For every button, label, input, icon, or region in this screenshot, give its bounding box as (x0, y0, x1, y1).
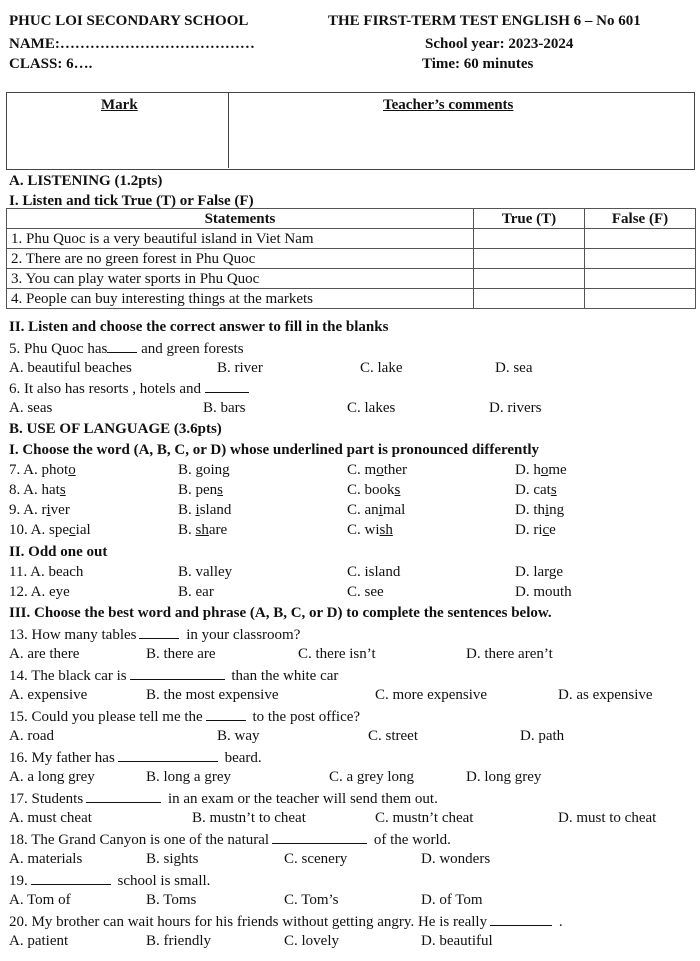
q14-stem-b: than the white car (227, 668, 339, 684)
part-b1-title: I. Choose the word (A, B, C, or D) whose underlined part is pronounced differently (9, 442, 540, 458)
q16-blank[interactable] (118, 748, 218, 762)
q12-option-a[interactable]: 12. A. eye (9, 584, 70, 600)
q6-option-c[interactable]: C. lakes (347, 400, 396, 416)
q10-option-b[interactable]: B. share (178, 522, 228, 538)
q5-option-b[interactable]: B. river (217, 360, 263, 376)
q6-blank[interactable] (205, 379, 249, 393)
question-20 (9, 912, 563, 931)
school-name: PHUC LOI SECONDARY SCHOOL (9, 13, 249, 29)
q9-option-b[interactable]: B. island (178, 502, 232, 518)
q14-blank[interactable] (130, 666, 225, 680)
q17-option-b[interactable]: B. mustn’t to cheat (192, 810, 306, 826)
q18-option-a[interactable]: A. materials (9, 851, 83, 867)
q17-stem-b: in an exam or the teacher will send them out. (164, 791, 438, 807)
q20-option-b[interactable]: B. friendly (146, 933, 211, 949)
q6-option-a[interactable]: A. seas (9, 400, 53, 416)
q19-option-d[interactable]: D. of Tom (421, 892, 483, 908)
q14-option-b[interactable]: B. the most expensive (146, 687, 279, 703)
q18-stem-a: 18. The Grand Canyon is one of the natural (9, 832, 270, 848)
q13-option-c[interactable]: C. there isn’t (298, 646, 376, 662)
q8-option-d[interactable]: D. cats (515, 482, 557, 498)
q5-stem-b: and green forests (141, 341, 244, 357)
q16-stem-a: 16. My father has (9, 750, 115, 766)
q17-stem-a: 17. Students (9, 791, 84, 807)
q9-option-c[interactable]: C. animal (347, 502, 406, 518)
question-6 (9, 379, 249, 398)
q18-blank[interactable] (272, 830, 367, 844)
name-label: NAME:………………………………… (9, 36, 255, 52)
q18-stem-b: of the world. (370, 832, 451, 848)
q19-option-a[interactable]: A. Tom of (9, 892, 71, 908)
table-row (7, 249, 696, 269)
q16-option-c[interactable]: C. a grey long (329, 769, 414, 785)
q7-option-a[interactable]: 7. A. photo (9, 462, 76, 478)
q16-option-b[interactable]: B. long a grey (146, 769, 231, 785)
q16-option-d[interactable]: D. long grey (466, 769, 542, 785)
q8-option-b[interactable]: B. pens (178, 482, 224, 498)
comments-label: Teacher’s comments (383, 97, 514, 113)
q15-option-a[interactable]: A. road (9, 728, 54, 744)
q13-stem-a: 13. How many tables (9, 627, 137, 643)
q15-option-d[interactable]: D. path (520, 728, 565, 744)
q19-stem-a: 19. (9, 873, 28, 889)
q20-stem-b: . (555, 914, 563, 930)
q15-stem-a: 15. Could you please tell me the (9, 709, 203, 725)
q5-blank[interactable] (107, 339, 137, 353)
q19-option-c[interactable]: C. Tom’s (284, 892, 339, 908)
q5-option-c[interactable]: C. lake (360, 360, 403, 376)
false-cell-2[interactable] (585, 249, 696, 269)
q16-stem-b: beard. (220, 750, 262, 766)
class-label: CLASS: 6…. (9, 56, 93, 72)
q17-option-d[interactable]: D. must to cheat (558, 810, 657, 826)
q7-option-d[interactable]: D. home (515, 462, 567, 478)
question-16 (9, 748, 262, 767)
part-1-title: I. Listen and tick True (T) or False (F) (9, 193, 254, 209)
q8-option-c[interactable]: C. books (347, 482, 401, 498)
q8-option-a[interactable]: 8. A. hats (9, 482, 66, 498)
q11-option-a[interactable]: 11. A. beach (9, 564, 84, 580)
table-row (7, 269, 696, 289)
section-b-title: B. USE OF LANGUAGE (3.6pts) (9, 421, 222, 437)
q6-stem: 6. It also has resorts , hotels and (9, 381, 202, 397)
q12-option-c[interactable]: C. see (347, 584, 384, 600)
q13-option-d[interactable]: D. there aren’t (466, 646, 553, 662)
q6-option-b[interactable]: B. bars (203, 400, 246, 416)
q18-option-b[interactable]: B. sights (146, 851, 199, 867)
q20-option-d[interactable]: D. beautiful (421, 933, 493, 949)
false-cell-4[interactable] (585, 289, 696, 309)
q14-option-d[interactable]: D. as expensive (558, 687, 653, 703)
q13-option-a[interactable]: A. are there (9, 646, 80, 662)
q11-option-d[interactable]: D. large (515, 564, 564, 580)
question-18 (9, 830, 451, 849)
statement-2: 2. There are no green forest in Phu Quoc (7, 249, 474, 269)
q10-option-a[interactable]: 10. A. special (9, 522, 91, 538)
question-17 (9, 789, 438, 808)
true-false-table (6, 208, 696, 309)
true-cell-3[interactable] (474, 269, 585, 289)
q7-option-b[interactable]: B. going (178, 462, 230, 478)
q13-blank[interactable] (139, 625, 179, 639)
q19-option-b[interactable]: B. Toms (146, 892, 197, 908)
question-13 (9, 625, 300, 644)
q11-option-b[interactable]: B. valley (178, 564, 233, 580)
question-14 (9, 666, 338, 685)
section-a-title: A. LISTENING (1.2pts) (9, 173, 163, 189)
q11-option-c[interactable]: C. island (347, 564, 401, 580)
statement-3: 3. You can play water sports in Phu Quoc (7, 269, 474, 289)
q20-option-c[interactable]: C. lovely (284, 933, 339, 949)
header-true: True (T) (474, 209, 585, 229)
q16-option-a[interactable]: A. a long grey (9, 769, 95, 785)
q12-option-d[interactable]: D. mouth (515, 584, 572, 600)
statement-1: 1. Phu Quoc is a very beautiful island in Viet Nam (7, 229, 474, 249)
q14-option-c[interactable]: C. more expensive (375, 687, 488, 703)
part-2-title: II. Listen and choose the correct answer to fill in the blanks (9, 319, 389, 335)
q14-stem-a: 14. The black car is (9, 668, 127, 684)
q10-option-c[interactable]: C. wish (347, 522, 393, 538)
q17-option-a[interactable]: A. must cheat (9, 810, 92, 826)
mark-box-divider (228, 92, 229, 168)
test-title: THE FIRST-TERM TEST ENGLISH 6 – No 601 (328, 13, 641, 29)
statement-4: 4. People can buy interesting things at the markets (7, 289, 474, 309)
true-cell-1[interactable] (474, 229, 585, 249)
mark-label: Mark (101, 97, 138, 113)
q5-stem-a: 5. Phu Quoc has (9, 341, 108, 357)
q6-option-d[interactable]: D. rivers (489, 400, 542, 416)
q15-stem-b: to the post office? (248, 709, 361, 725)
q9-option-d[interactable]: D. thing (515, 502, 565, 518)
true-cell-2[interactable] (474, 249, 585, 269)
q19-blank[interactable] (31, 871, 111, 885)
q9-option-a[interactable]: 9. A. river (9, 502, 70, 518)
q18-option-d[interactable]: D. wonders (421, 851, 491, 867)
question-5 (9, 339, 244, 358)
q5-option-a[interactable]: A. beautiful beaches (9, 360, 132, 376)
q18-option-c[interactable]: C. scenery (284, 851, 348, 867)
part-b3-title: III. Choose the best word and phrase (A, B, C, or D) to complete the sentences below. (9, 605, 552, 621)
q15-option-b[interactable]: B. way (217, 728, 260, 744)
q7-option-c[interactable]: C. mother (347, 462, 408, 478)
part-b2-title: II. Odd one out (9, 544, 108, 560)
q20-blank[interactable] (490, 912, 552, 926)
question-15 (9, 707, 360, 726)
q14-option-a[interactable]: A. expensive (9, 687, 88, 703)
q20-option-a[interactable]: A. patient (9, 933, 69, 949)
q5-option-d[interactable]: D. sea (495, 360, 533, 376)
q12-option-b[interactable]: B. ear (178, 584, 214, 600)
question-19 (9, 871, 210, 890)
q10-option-d[interactable]: D. rice (515, 522, 556, 538)
header-false: False (F) (585, 209, 696, 229)
school-year: School year: 2023-2024 (425, 36, 574, 52)
q13-option-b[interactable]: B. there are (146, 646, 216, 662)
q13-stem-b: in your classroom? (182, 627, 301, 643)
q19-stem-b: school is small. (113, 873, 211, 889)
table-row (7, 229, 696, 249)
false-cell-3[interactable] (585, 269, 696, 289)
test-time: Time: 60 minutes (422, 56, 534, 72)
header-statements: Statements (7, 209, 474, 229)
true-cell-4[interactable] (474, 289, 585, 309)
q17-option-c[interactable]: C. mustn’t cheat (375, 810, 474, 826)
q15-blank[interactable] (206, 707, 246, 721)
q15-option-c[interactable]: C. street (368, 728, 418, 744)
table-row (7, 289, 696, 309)
false-cell-1[interactable] (585, 229, 696, 249)
q20-stem-a: 20. My brother can wait hours for his friends without getting angry. He is really (9, 914, 488, 930)
q17-blank[interactable] (86, 789, 161, 803)
